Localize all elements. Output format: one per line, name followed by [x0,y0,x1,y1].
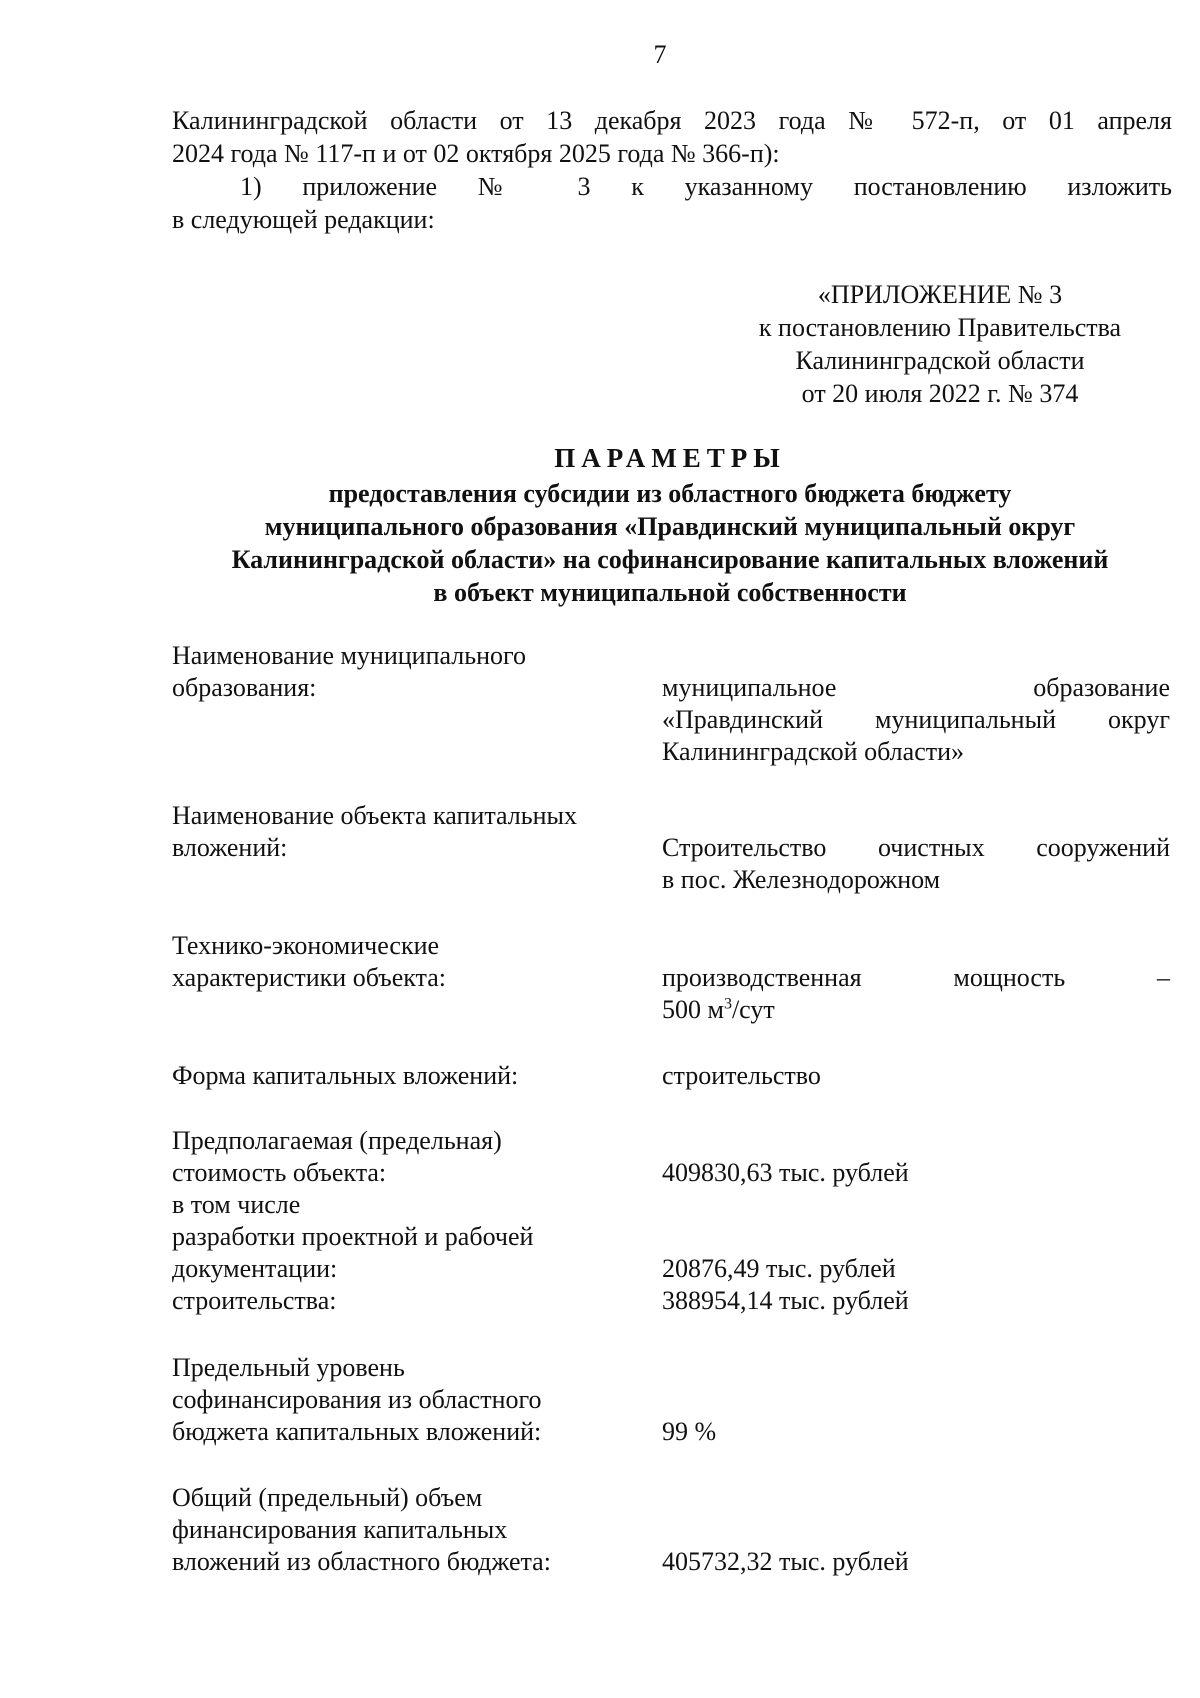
value-line: 99 % [662,1417,717,1446]
heading-line: предоставления субсидии из областного бюджета бюджету [328,479,1012,508]
intro-line: 1) приложение № 3 к указанному постановлению изложить [240,172,1172,201]
label-line: бюджета капитальных вложений: [172,1417,542,1446]
param-label [172,800,632,864]
param-label [172,640,632,704]
label-line: разработки проектной и рабочей [172,1222,534,1251]
label-line: Предельный уровень [172,1353,405,1382]
appendix-block [720,278,1160,410]
param-value [662,962,1170,1026]
label-line: финансирования капитальных [172,1515,508,1544]
label-line: Наименование муниципального [172,641,527,670]
label-line: документации: [172,1254,338,1283]
label-line: образования: [172,673,317,702]
param-value [662,672,1170,768]
label-line: Форма капитальных вложений: [172,1061,519,1090]
intro-line: Калининградской области от 13 декабря 2023 года № 572-п, от 01 апреля [172,106,1172,135]
value-text: 500 м [662,995,724,1024]
param-value [662,1060,1170,1092]
param-label [172,1060,632,1092]
value-line: 388954,14 тыс. рублей [662,1286,909,1315]
value-line: 405732,32 тыс. рублей [662,1547,909,1576]
param-value [662,1253,1170,1317]
label-line: характеристики объекта: [172,963,447,992]
appendix-line: от 20 июля 2022 г. № 374 [801,379,1079,408]
heading-line: в объект муниципальной собственности [433,578,907,607]
label-line: в том числе [172,1190,301,1219]
intro-paragraph [172,104,1172,236]
label-line: Наименование объекта капитальных [172,801,577,830]
param-label [172,930,632,994]
intro-line: в следующей редакции: [172,205,435,234]
param-value [662,832,1170,896]
param-label [172,1352,632,1448]
value-line: «Правдинский муниципальный округ [662,705,1170,734]
label-line: стоимость объекта: [172,1158,387,1187]
value-line: 409830,63 тыс. рублей [662,1158,909,1187]
value-line [662,994,1170,1026]
value-text: /сут [731,995,775,1024]
label-line: Предполагаемая (предельная) [172,1126,502,1155]
appendix-title: «ПРИЛОЖЕНИЕ № 3 [817,280,1063,309]
appendix-line: к постановлению Правительства [758,313,1122,342]
appendix-line: Калининградской области [795,346,1085,375]
heading-line: Калининградской области» на софинансирование капитальных вложений [231,545,1109,574]
value-line: 20876,49 тыс. рублей [662,1254,896,1283]
intro-line: 2024 года № 117-п и от 02 октября 2025 года № 366-п): [172,139,780,168]
heading-title: ПАРАМЕТРЫ [554,443,786,473]
param-value [662,1416,1170,1448]
value-line: муниципальное образование [662,673,1170,702]
param-label [172,1125,632,1317]
param-label [172,1482,632,1578]
label-line: софинансирования из областного [172,1385,542,1414]
param-value [662,1157,1170,1189]
heading-line: муниципального образования «Правдинский муниципальный округ [264,512,1076,541]
value-line: производственная мощность – [662,963,1170,992]
value-line: в пос. Железнодорожном [662,865,941,894]
value-superscript: 3 [723,995,732,1013]
value-line: Калининградской области» [662,737,965,766]
document-heading [160,442,1180,609]
value-line: Строительство очистных сооружений [662,833,1170,862]
label-line: Общий (предельный) объем [172,1483,483,1512]
value-line: строительство [662,1061,821,1090]
param-value [662,1546,1170,1578]
page-number: 7 [653,40,667,69]
label-line: строительства: [172,1286,337,1315]
label-line: вложений: [172,833,288,862]
label-line: вложений из областного бюджета: [172,1547,551,1576]
label-line: Технико-экономические [172,931,440,960]
